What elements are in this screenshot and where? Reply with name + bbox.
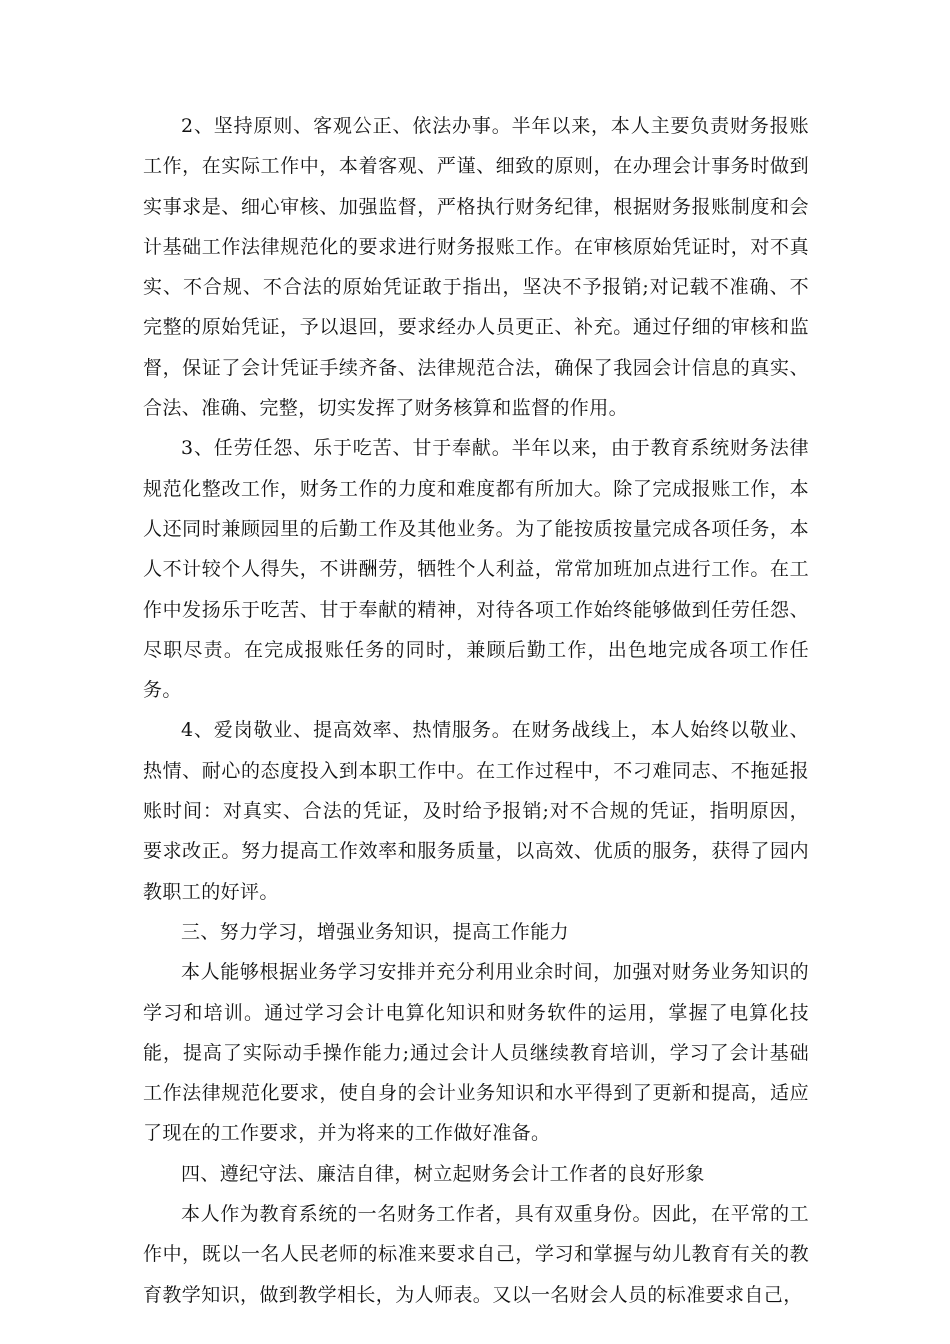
document-body <box>143 106 809 1315</box>
paragraph-discipline: 本人作为教育系统的一名财务工作者，具有双重身份。因此，在平常的工作中，既以一名人民老师的标准来要求自己，学习和掌握与幼儿教育有关的教育教学知识，做到教学相长，为人师表。又以一名财会人员的标准要求自己， <box>143 1203 809 1306</box>
paragraph-study: 本人能够根据业务学习安排并充分利用业余时间，加强对财务业务知识的学习和培训。通过学习会计电算化知识和财务软件的运用，掌握了电算化技能，提高了实际动手操作能力;通过会计人员继续教育培训，学习了会计基础工作法律规范化要求，使自身的会计业务知识和水平得到了更新和提高，适应了现在的工作要求，并为将来的工作做好准备。 <box>143 961 809 1145</box>
paragraph-dedication: 3、任劳任怨、乐于吃苦、甘于奉献。半年以来，由于教育系统财务法律规范化整改工作，财务工作的力度和难度都有所加大。除了完成报账工作，本人还同时兼顾园里的后勤工作及其他业务。为了能按质按量完成各项任务，本人不计较个人得失，不讲酬劳，牺牲个人利益，常常加班加点进行工作。在工作中发扬乐于吃苦、甘于奉献的精神，对待各项工作始终能够做到任劳任怨、尽职尽责。在完成报账任务的同时，兼顾后勤工作，出色地完成各项工作任务。 <box>143 437 809 702</box>
section-heading-discipline: 四、遵纪守法、廉洁自律，树立起财务会计工作者的良好形象 <box>181 1162 705 1185</box>
paragraph-service: 4、爱岗敬业、提高效率、热情服务。在财务战线上，本人始终以敬业、热情、耐心的态度投入到本职工作中。在工作过程中，不刁难同志、不拖延报账时间：对真实、合法的凭证，及时给予报销;对不合规的凭证，指明原因，要求改正。努力提高工作效率和服务质量，以高效、优质的服务，获得了园内教职工的好评。 <box>143 719 809 903</box>
section-heading-study: 三、努力学习，增强业务知识，提高工作能力 <box>181 920 570 943</box>
paragraph-principles: 2、坚持原则、客观公正、依法办事。半年以来，本人主要负责财务报账工作，在实际工作中，本着客观、严谨、细致的原则，在办理会计事务时做到实事求是、细心审核、加强监督，严格执行财务纪律，根据财务报账制度和会计基础工作法律规范化的要求进行财务报账工作。在审核原始凭证时，对不真实、不合规、不合法的原始凭证敢于指出，坚决不予报销;对记载不准确、不完整的原始凭证，予以退回，要求经办人员更正、补充。通过仔细的审核和监督，保证了会计凭证手续齐备、法律规范合法，确保了我园会计信息的真实、合法、准确、完整，切实发挥了财务核算和监督的作用。 <box>143 115 809 420</box>
